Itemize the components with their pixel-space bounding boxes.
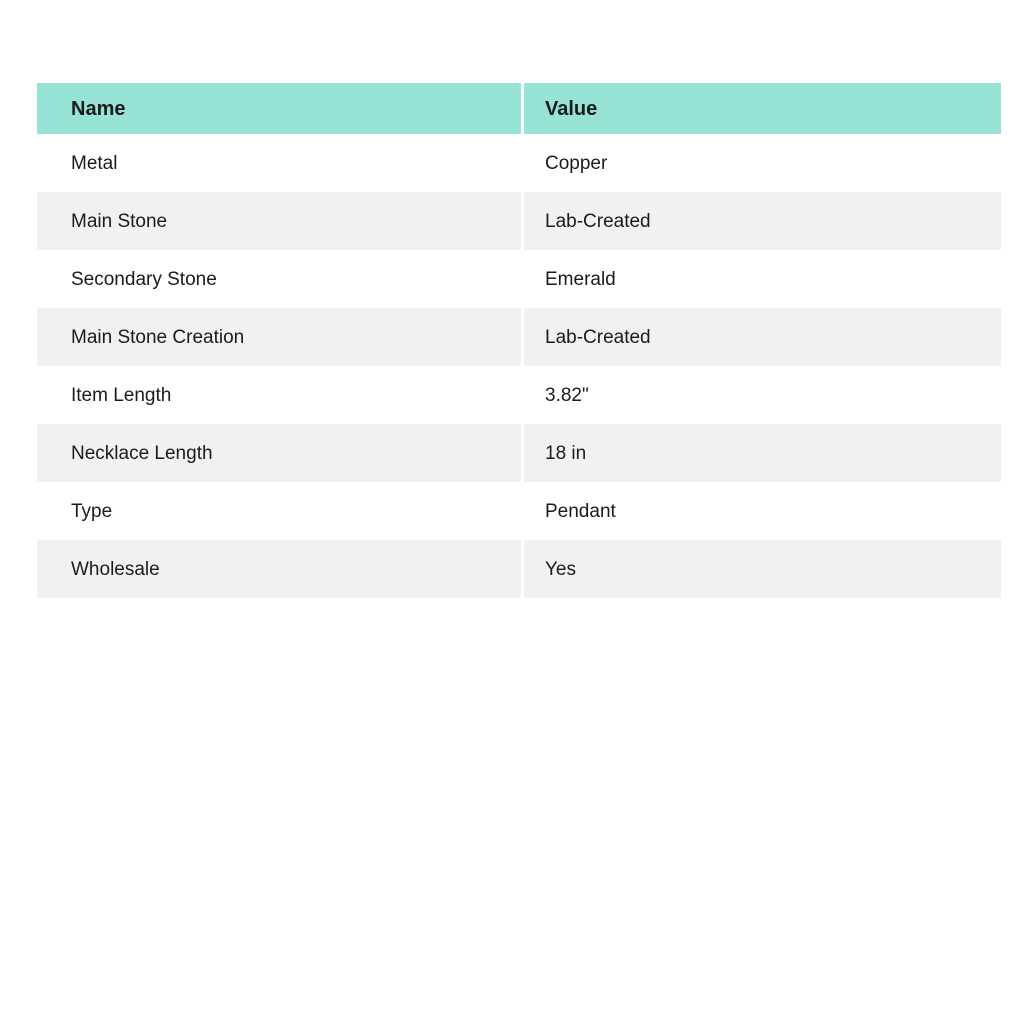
table-header-row [37, 83, 1001, 134]
column-header-name: Name [71, 97, 126, 120]
attribute-value: Pendant [521, 482, 1001, 540]
table-row [37, 250, 1001, 308]
attribute-name: Type [71, 500, 113, 522]
attribute-value: 18 in [521, 424, 1001, 482]
attribute-name: Item Length [71, 384, 172, 406]
table-row [37, 308, 1001, 366]
attribute-value: Lab-Created [521, 308, 1001, 366]
table-row [37, 192, 1001, 250]
attribute-name: Metal [71, 152, 118, 174]
table-row [37, 134, 1001, 192]
attribute-value: Yes [521, 540, 1001, 598]
column-header-value: Value [521, 83, 1001, 134]
attribute-value: Copper [521, 134, 1001, 192]
attribute-value: Emerald [521, 250, 1001, 308]
table-row [37, 366, 1001, 424]
table-row [37, 424, 1001, 482]
attribute-name: Main Stone Creation [71, 326, 245, 348]
attribute-value: Lab-Created [521, 192, 1001, 250]
attribute-name: Necklace Length [71, 442, 213, 464]
attribute-name: Wholesale [71, 558, 160, 580]
attribute-name: Main Stone [71, 210, 168, 232]
product-spec-table [37, 83, 1001, 598]
table-row [37, 540, 1001, 598]
attribute-name: Secondary Stone [71, 268, 217, 290]
attribute-value: 3.82" [521, 366, 1001, 424]
table-row [37, 482, 1001, 540]
